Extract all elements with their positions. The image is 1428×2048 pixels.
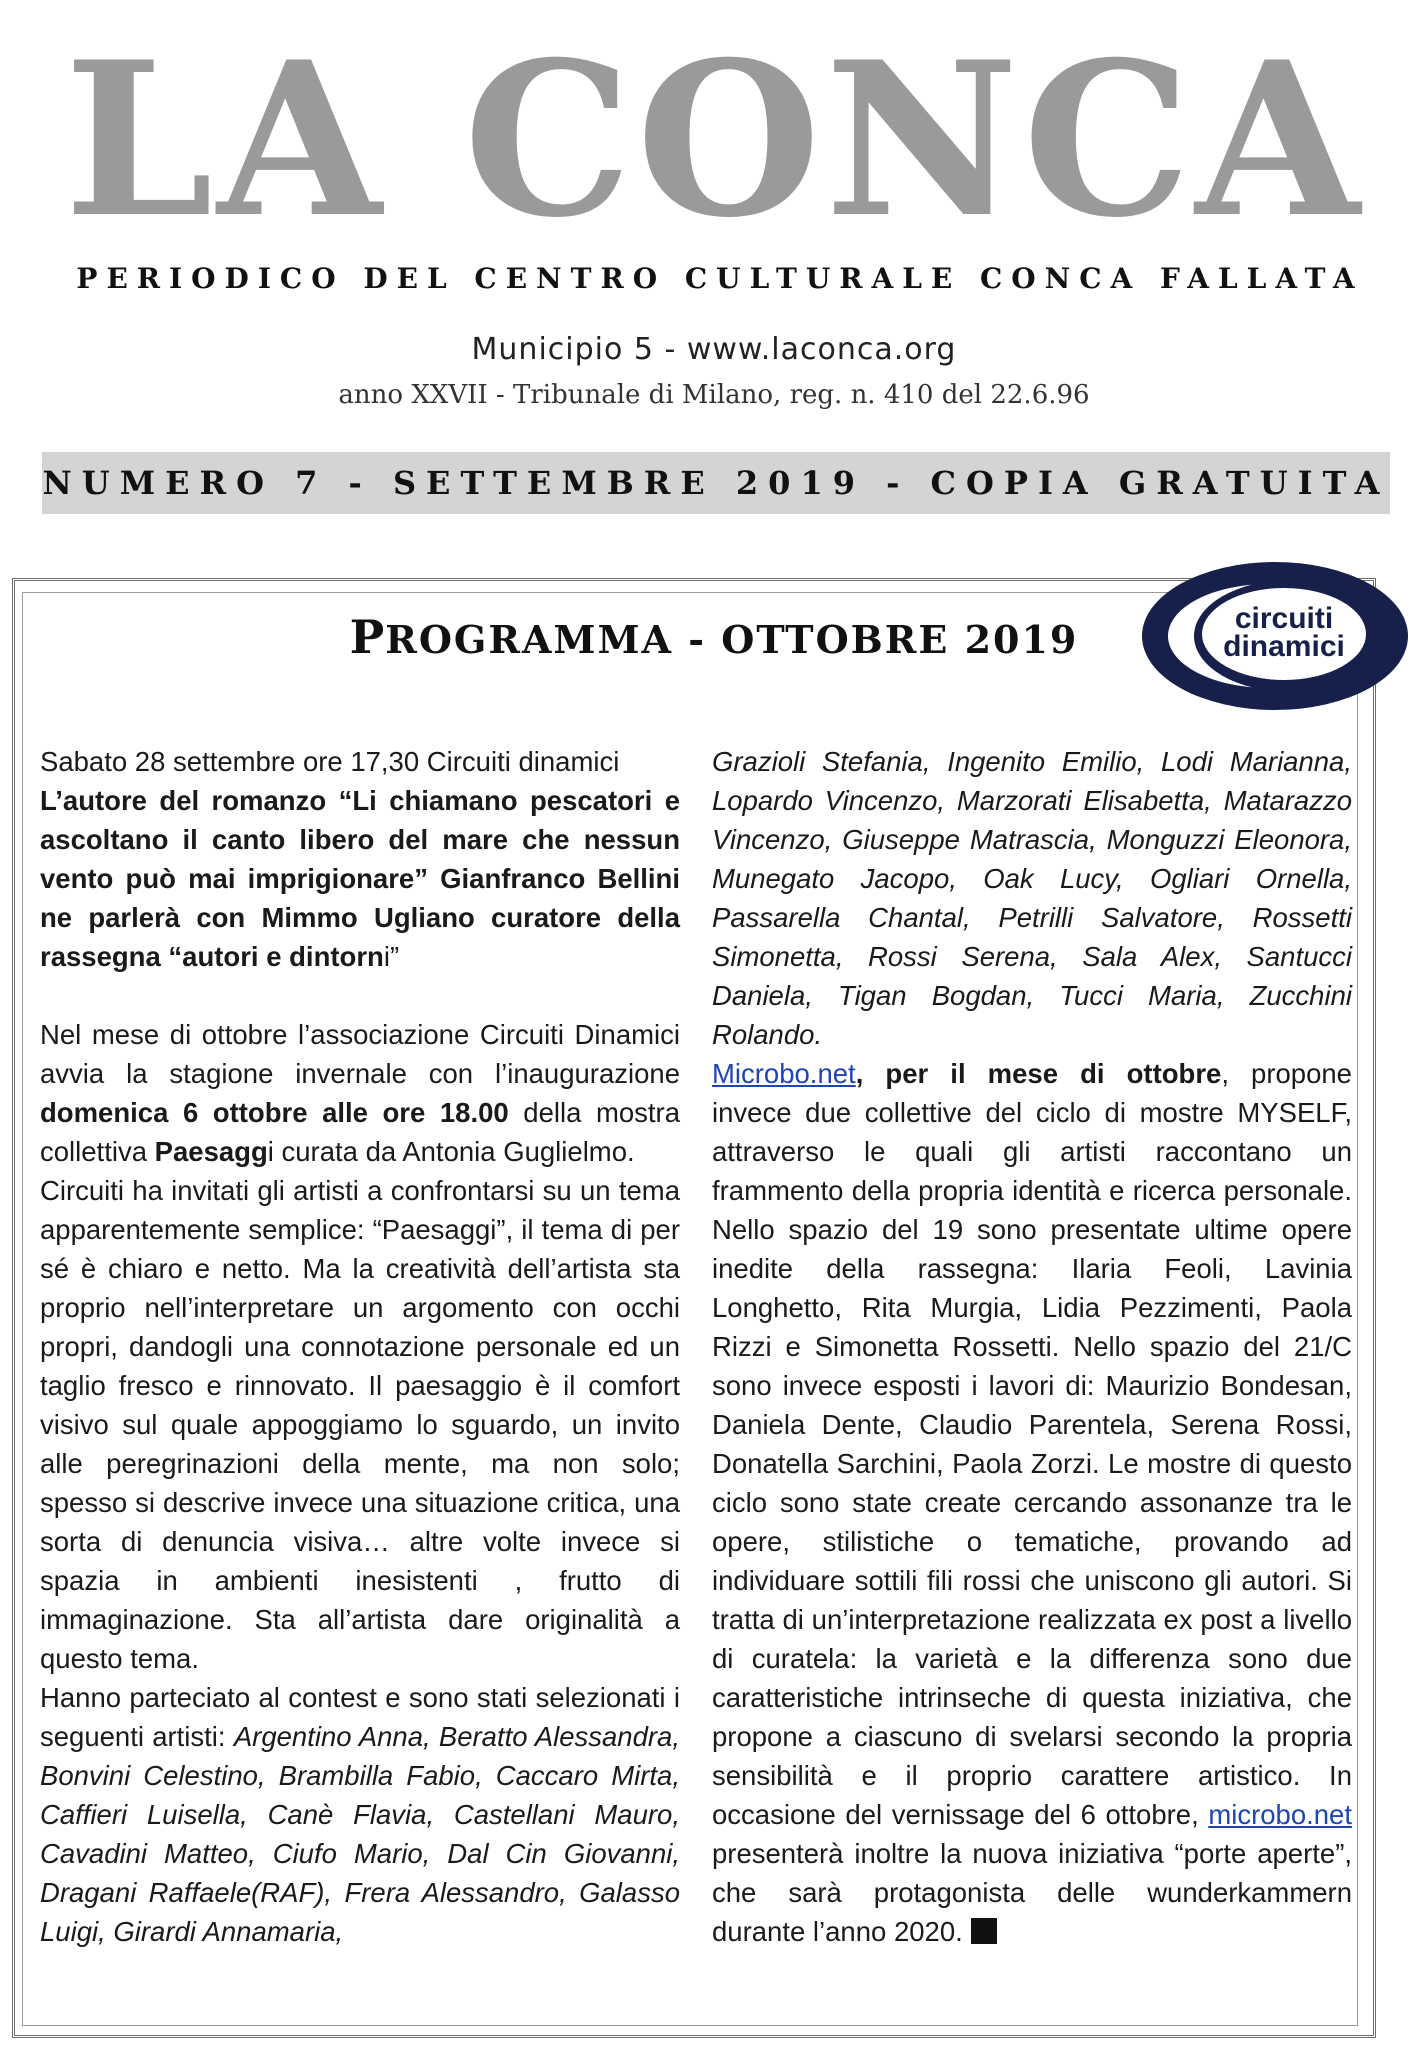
circuiti-dinamici-logo: [1140, 560, 1410, 712]
artists-intro: Hanno parteciato al contest e sono stati selezionati i seguenti artisti:: [40, 1682, 680, 1752]
newspaper-subtitle: PERIODICO DEL CENTRO CULTURALE CONCA FALLATA: [76, 262, 1364, 295]
logo-text-line1: circuiti: [1234, 602, 1334, 635]
left-column: [40, 742, 680, 1951]
issue-banner: NUMERO 7 - SETTEMBRE 2019 - COPIA GRATUITA: [42, 452, 1390, 514]
newspaper-title: LA CONCA: [64, 15, 1364, 264]
heading-initial: P: [349, 610, 386, 664]
event-title-end: i”: [383, 941, 400, 972]
heading-rest: ROGRAMMA - OTTOBRE 2019: [385, 617, 1079, 662]
event-intro: Sabato 28 settembre ore 17,30 Circuiti dinamici: [40, 746, 620, 777]
microbo-text: , propone invece due collettive del ciclo di mostre MYSELF, attraverso le quali gli artisti raccontano un frammento della propria identità e ricerca personale. Nello spazio del 19 sono presentate ultime opere inedite della rassegna: Ilaria Feoli, Lavinia Longhetto, Rita Murgia, Lidia Pezzimenti, Paola Rizzi e Simonetta Rossetti. Nello spazio del 21/C sono invece esposti i lavori di: Maurizio Bondesan, Daniela Dente, Claudio Parentela, Serena Rossi, Donatella Sarchini, Paola Zorzi. Le mostre di questo ciclo sono state create cercando assonanze tra le opere, stilistiche o tematiche, provando ad individuare sottili fili rossi che uniscono gli autori. Si tratta di un’interpretazione realizzata ex post a livello di curatela: la varietà e la differenza sono due caratteristiche intrinseche di questa iniziativa, che propone a ciascuno di svelarsi secondo la propria sensibilità e il proprio carattere artistico. In occasione del vernissage del 6 ottobre,: [712, 1058, 1352, 1830]
artists-list-right: Grazioli Stefania, Ingenito Emilio, Lodi Marianna, Lopardo Vincenzo, Marzorati Elisabetta, Matarazzo Vincenzo, Giuseppe Matrascia, Monguzzi Eleonora, Munegato Jacopo, Oak Lucy, Ogliari Ornella, Passarella Chantal, Petrilli Salvatore, Rossetti Simonetta, Rossi Serena, Sala Alex, Santucci Daniela, Tigan Bogdan, Tucci Maria, Zucchini Rolando.: [712, 746, 1352, 1050]
registration-line: anno XXVII - Tribunale di Milano, reg. n. 410 del 22.6.96: [338, 380, 1090, 410]
microbo-month-bold: , per il mese di ottobre: [855, 1058, 1222, 1089]
event-title-bold: L’autore del romanzo “Li chiamano pescatori e ascoltano il canto libero del mare che nessun vento può mai imprigionare” Gianfranco Bellini ne parlerà con Mimmo Ugliano curatore della rassegna “autori e dintorn: [40, 785, 680, 972]
microbo-link[interactable]: Microbo.net: [712, 1058, 856, 1089]
exhibition-date-bold: domenica 6 ottobre alle ore 18.00: [40, 1097, 509, 1128]
theme-paragraph: Circuiti ha invitati gli artisti a confrontarsi su un tema apparentemente semplice: “Paesaggi”, il tema di per sé è chiaro e netto. Ma la creatività dell’artista sta proprio nell’interpretare un argomento con occhi propri, dandogli una connotazione personale ed un taglio fresco e rinnovato. Il paesaggio è il comfort visivo sul quale appoggiamo lo sguardo, un invito alle peregrinazioni della mente, ma non solo; spesso si descrive invece una situazione critica, una sorta di denuncia visiva… altre volte invece si spazia in ambienti inesistenti , frutto di immaginazione. Sta all’artista dare originalità a questo tema.: [40, 1175, 680, 1674]
exhibition-text-a: Nel mese di ottobre l’associazione Circuiti Dinamici avvia la stagione invernale con l’inaugurazione: [40, 1019, 680, 1089]
masthead: [0, 0, 1428, 295]
exhibition-paragraph: [40, 1015, 680, 1171]
microbo-paragraph: [712, 1054, 1352, 1951]
exhibition-text-c: della mostra collettiva: [40, 1097, 680, 1167]
artists-paragraph: [40, 1678, 680, 1951]
artists-continued: [712, 742, 1352, 1054]
exhibition-text-e: i curata da Antonia Guglielmo.: [267, 1136, 635, 1167]
exhibition-name-bold: Paesagg: [154, 1136, 268, 1167]
municipio-website-line: Municipio 5 - www.laconca.org: [471, 332, 957, 367]
microbo-text-end: presenterà inoltre la nuova iniziativa “porte aperte”, che sarà protagonista delle wunderkammern durante l’anno 2020.: [712, 1838, 1352, 1947]
right-column: [712, 742, 1352, 1951]
logo-text-line2: dinamici: [1223, 630, 1345, 663]
artists-list-left: Argentino Anna, Beratto Alessandra, Bonvini Celestino, Brambilla Fabio, Caccaro Mirta, Caffieri Luisella, Canè Flavia, Castellani Mauro, Cavadini Matteo, Ciufo Mario, Dal Cin Giovanni, Dragani Raffaele(RAF), Frera Alessandro, Galasso Luigi, Girardi Annamaria,: [40, 1721, 680, 1947]
end-of-article-mark: [971, 1918, 997, 1944]
microbo-link-2[interactable]: microbo.net: [1208, 1799, 1352, 1830]
event-paragraph: [40, 742, 680, 976]
